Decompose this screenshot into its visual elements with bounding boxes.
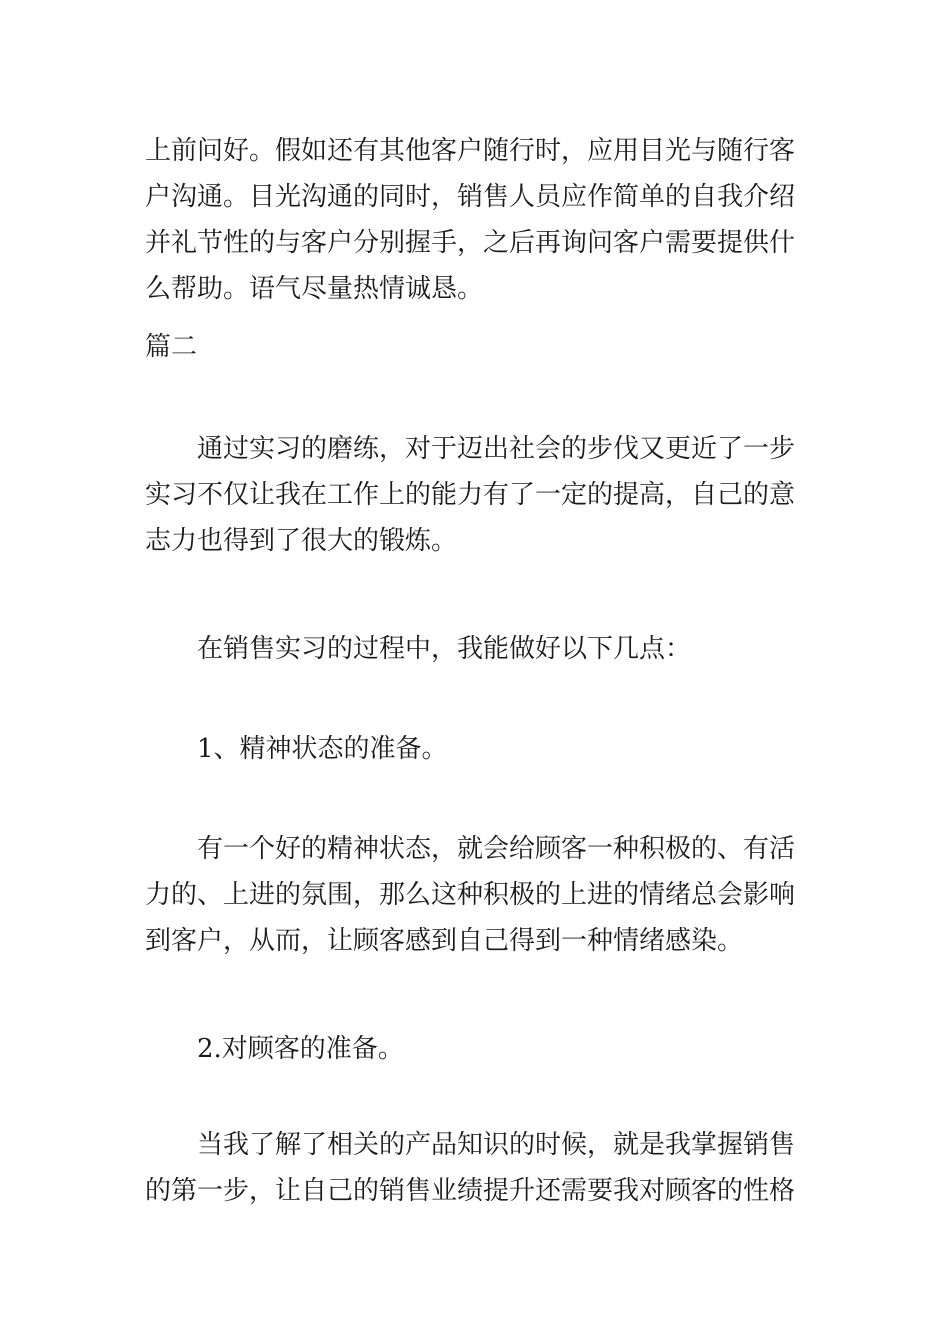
intro-paragraph [145, 128, 810, 312]
text-line: 实习不仅让我在工作上的能力有了一定的提高，自己的意 [145, 480, 796, 510]
text-line: 通过实习的磨练，对于迈出社会的步伐又更近了一步 [197, 434, 796, 464]
section-heading [145, 324, 810, 370]
text-line: 到客户，从而，让顾客感到自己得到一种情绪感染。 [145, 926, 744, 956]
text-line: 志力也得到了很大的锻炼。 [145, 526, 458, 556]
item-2-heading [145, 1026, 810, 1072]
text-line: 么帮助。语气尽量热情诚恳。 [145, 274, 484, 304]
paragraph-4 [145, 1122, 810, 1214]
text-line: 在销售实习的过程中，我能做好以下几点： [197, 634, 692, 664]
paragraph-2 [145, 626, 810, 672]
text-line: 户沟通。目光沟通的同时，销售人员应作简单的自我介绍 [145, 182, 796, 212]
paragraph-1 [145, 426, 810, 564]
text-line: 当我了解了相关的产品知识的时候，就是我掌握销售 [197, 1130, 796, 1160]
item-heading-text: 2.对顾客的准备。 [197, 1034, 404, 1064]
item-1-heading [145, 726, 810, 772]
text-line: 的第一步，让自己的销售业绩提升还需要我对顾客的性格 [145, 1176, 796, 1206]
text-line: 有一个好的精神状态，就会给顾客一种积极的、有活 [197, 834, 796, 864]
text-line: 力的、上进的氛围，那么这种积极的上进的情绪总会影响 [145, 880, 796, 910]
item-heading-text: 1、精神状态的准备。 [197, 734, 448, 764]
section-heading-text: 篇二 [145, 332, 198, 362]
text-line: 上前问好。假如还有其他客户随行时，应用目光与随行客 [145, 136, 796, 166]
paragraph-3 [145, 826, 810, 964]
text-line: 并礼节性的与客户分别握手，之后再询问客户需要提供什 [145, 228, 796, 258]
